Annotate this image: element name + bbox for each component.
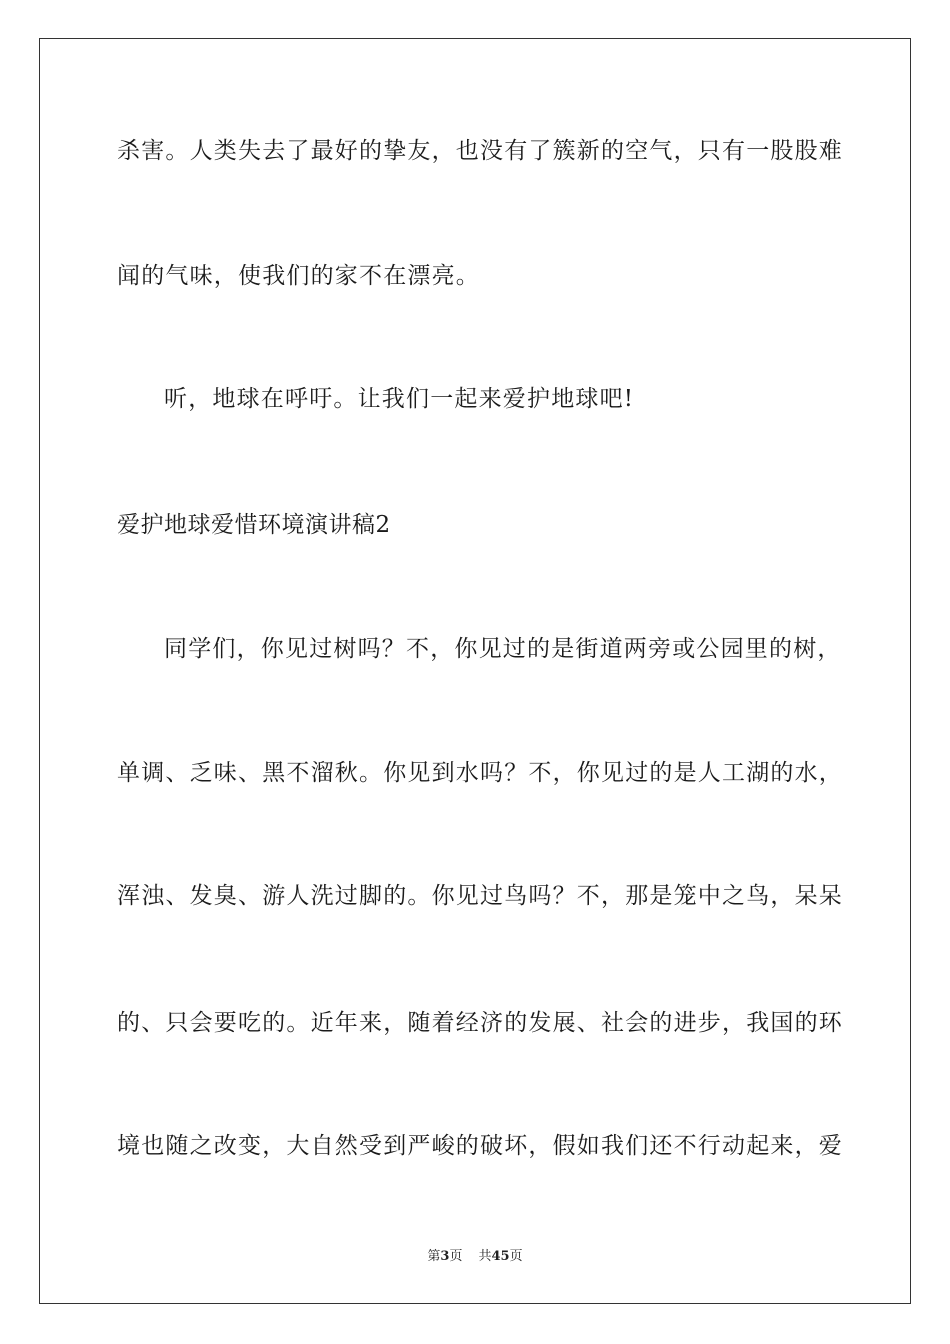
total-suffix: 页 bbox=[509, 1249, 523, 1264]
paragraph-line: 同学们，你见过树吗？不，你见过的是街道两旁或公园里的树， bbox=[164, 636, 842, 662]
total-pages: 45 bbox=[491, 1249, 510, 1264]
paragraph-line: 杀害。人类失去了最好的挚友，也没有了簇新的空气，只有一股股难 bbox=[117, 138, 843, 164]
paragraph-line: 闻的气味，使我们的家不在漂亮。 bbox=[117, 263, 480, 289]
paragraph-line: 听，地球在呼吁。让我们一起来爱护地球吧! bbox=[164, 386, 635, 412]
paragraph-line: 单调、乏味、黑不溜秋。你见到水吗？不，你见过的是人工湖的水， bbox=[117, 760, 843, 786]
paragraph-line: 境也随之改变，大自然受到严峻的破坏，假如我们还不行动起来，爱 bbox=[117, 1133, 843, 1159]
page-border bbox=[39, 38, 911, 1304]
paragraph-line: 的、只会要吃的。近年来，随着经济的发展、社会的进步，我国的环 bbox=[117, 1010, 843, 1036]
paragraph-line: 浑浊、发臭、游人洗过脚的。你见过鸟吗？不，那是笼中之鸟，呆呆 bbox=[117, 883, 843, 909]
page-prefix: 第 bbox=[427, 1249, 441, 1264]
section-heading: 爱护地球爱惜环境演讲稿2 bbox=[117, 512, 391, 538]
total-prefix: 共 bbox=[478, 1249, 492, 1264]
page-suffix: 页 bbox=[449, 1249, 463, 1264]
page-number: 3 bbox=[440, 1249, 450, 1264]
page-footer bbox=[0, 1248, 950, 1266]
